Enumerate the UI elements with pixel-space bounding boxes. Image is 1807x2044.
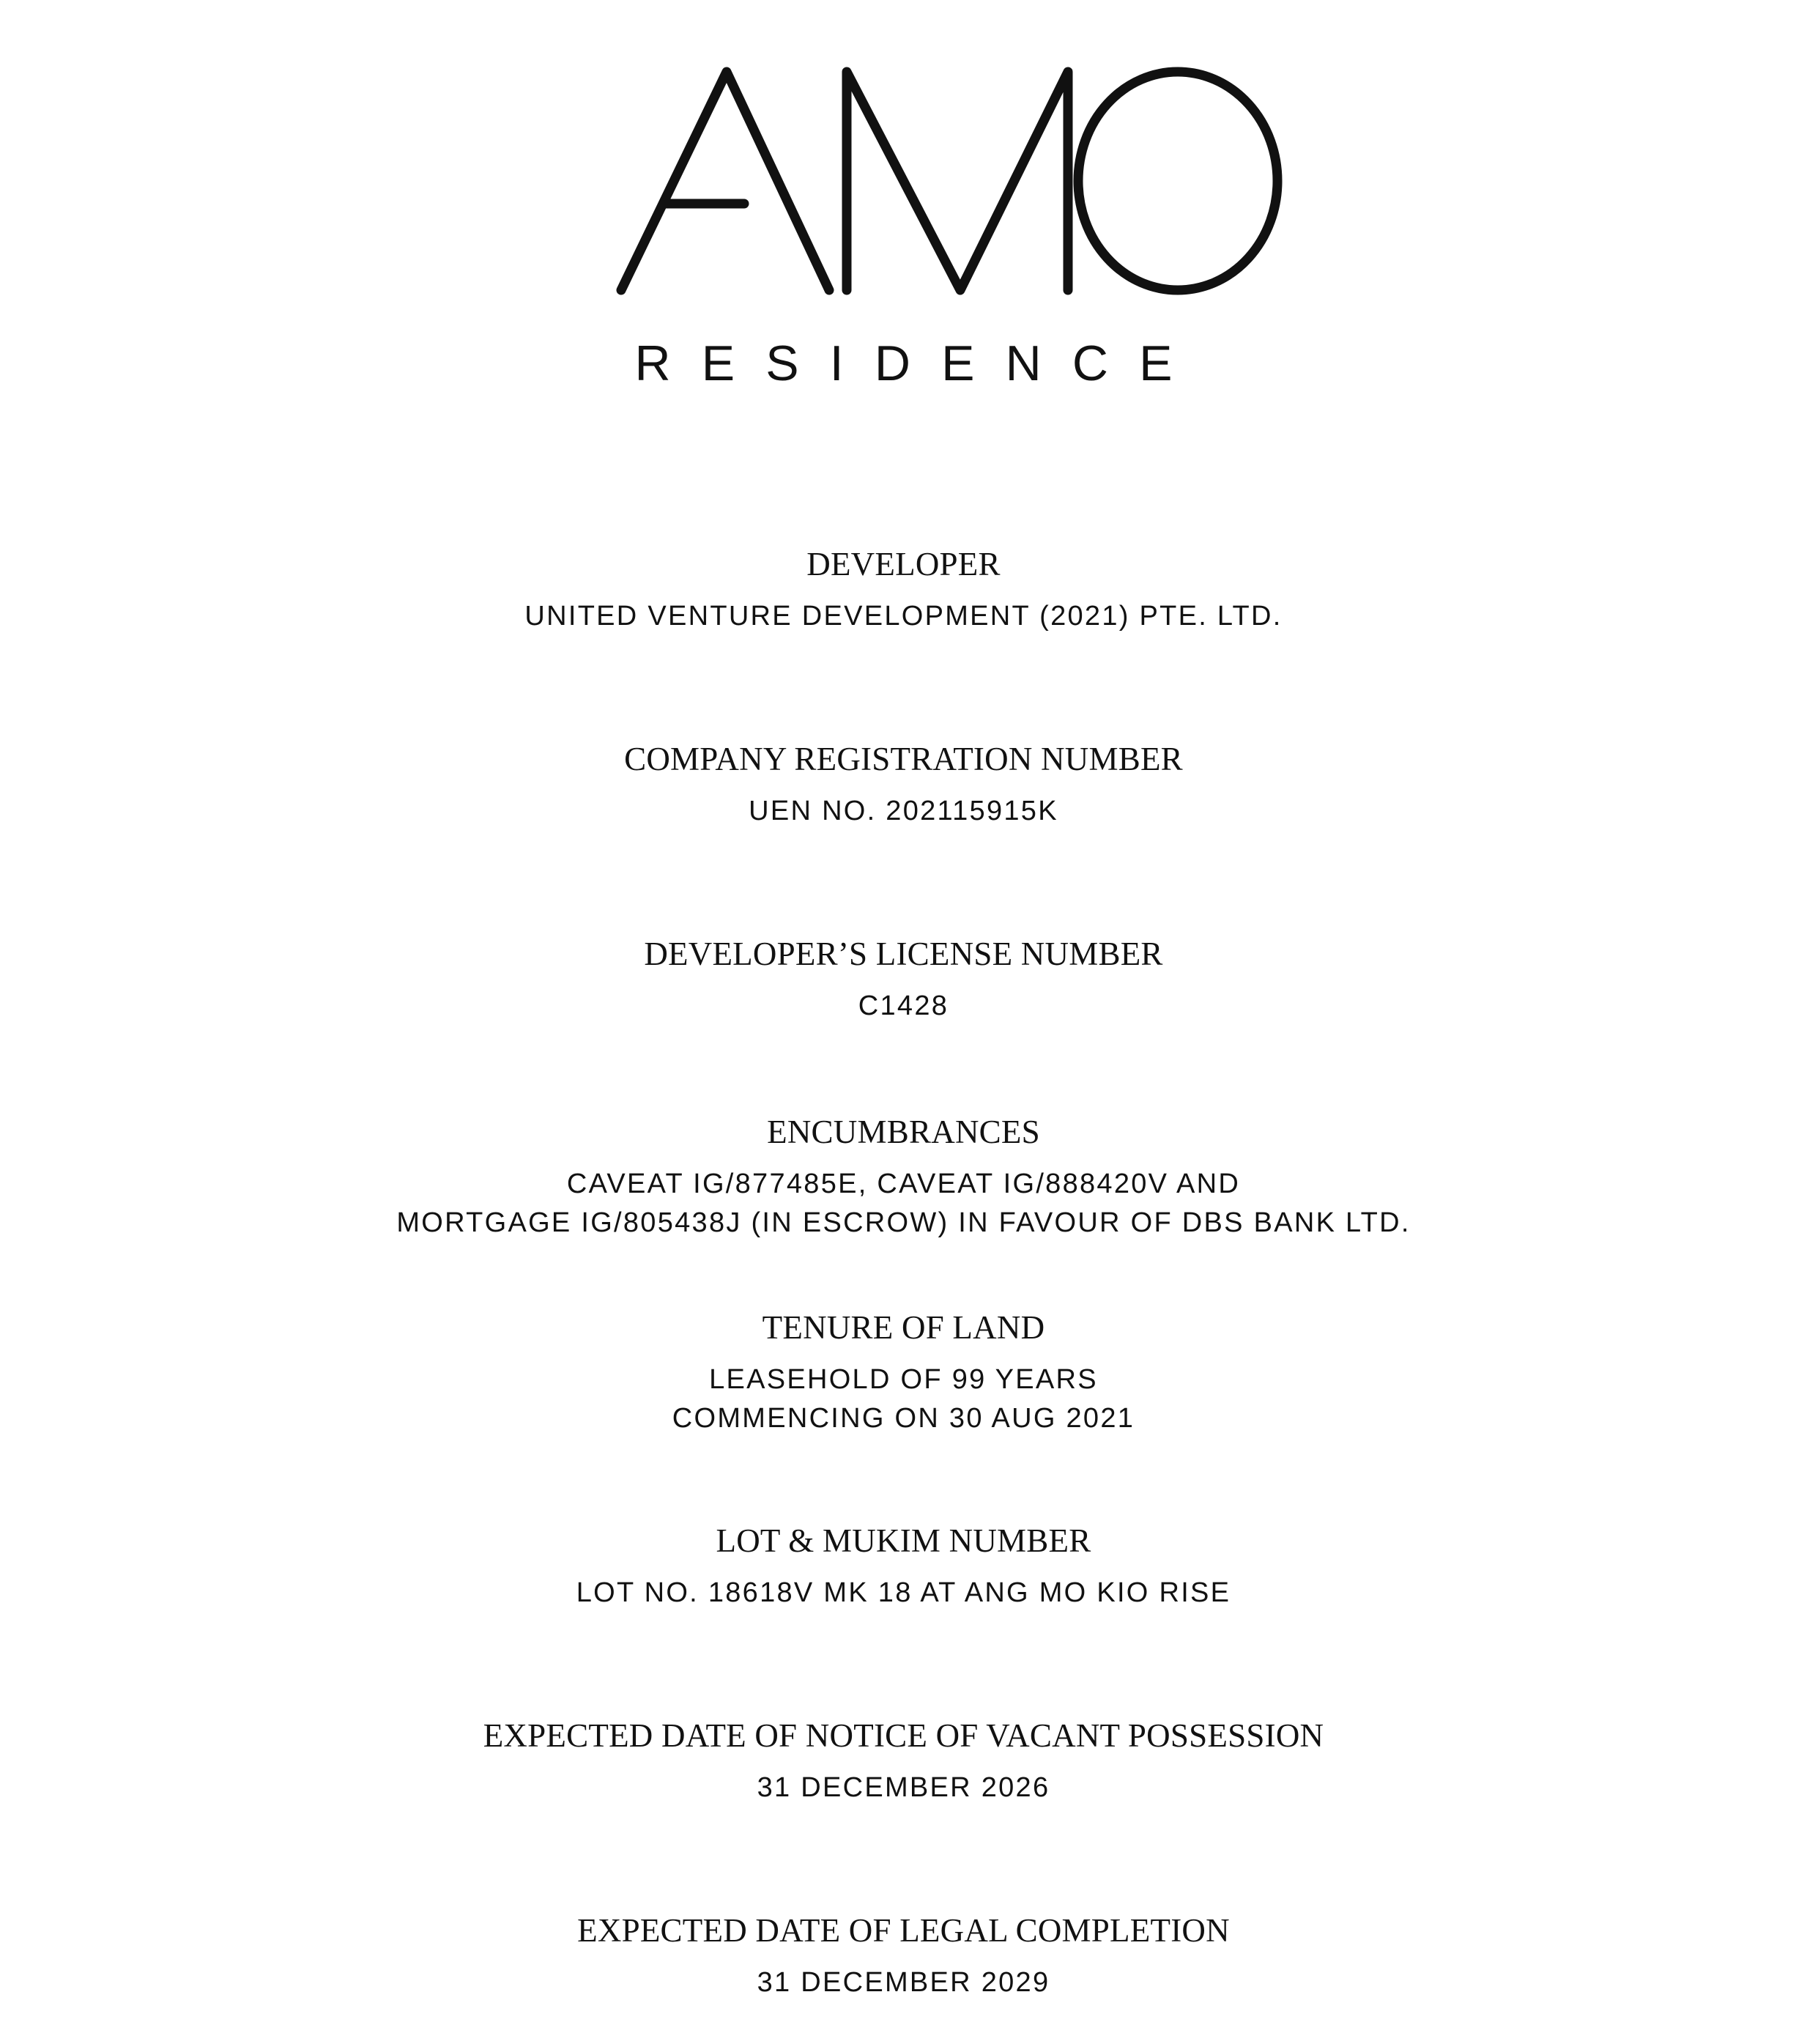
- logo-subtitle: RESIDENCE: [634, 336, 1203, 391]
- section-value: 31 DECEMBER 2026: [757, 1772, 1050, 1803]
- company-registration-section: [0, 743, 1807, 831]
- section-heading: DEVELOPER’S LICENSE NUMBER: [644, 936, 1163, 972]
- amo-residence-logo: [0, 0, 1807, 410]
- section-value: [0, 1165, 1807, 1243]
- section-heading: DEVELOPER: [806, 546, 1001, 582]
- section-value-line: COMMENCING ON 30 AUG 2021: [672, 1403, 1135, 1434]
- section-value: 31 DECEMBER 2029: [757, 1967, 1050, 1998]
- section-value: LOT NO. 18618V MK 18 AT ANG MO KIO RISE: [576, 1577, 1231, 1608]
- legal-completion-section: [0, 1914, 1807, 2002]
- section-value: [0, 1360, 1807, 1438]
- section-heading: ENCUMBRANCES: [767, 1114, 1040, 1150]
- encumbrances-section: [0, 1116, 1807, 1243]
- section-value: UNITED VENTURE DEVELOPMENT (2021) PTE. LTD.: [524, 601, 1283, 632]
- amo-logo-mark: [608, 64, 1289, 299]
- section-value-line: CAVEAT IG/877485E, CAVEAT IG/888420V AND: [566, 1169, 1241, 1199]
- section-value: C1428: [858, 990, 949, 1021]
- license-number-section: [0, 938, 1807, 1026]
- lot-mukim-section: [0, 1522, 1807, 1612]
- tenure-section: [0, 1311, 1807, 1438]
- developer-section: [0, 548, 1807, 636]
- section-heading: EXPECTED DATE OF NOTICE OF VACANT POSSESSION: [483, 1717, 1324, 1754]
- section-heading: EXPECTED DATE OF LEGAL COMPLETION: [577, 1912, 1230, 1949]
- vacant-possession-section: [0, 1719, 1807, 1807]
- section-value-line: MORTGAGE IG/805438J (IN ESCROW) IN FAVOUR OF DBS BANK LTD.: [396, 1207, 1411, 1238]
- section-value: UEN NO. 202115915K: [749, 796, 1058, 826]
- section-heading: COMPANY REGISTRATION NUMBER: [624, 741, 1183, 777]
- section-heading: LOT & MUKIM NUMBER: [716, 1522, 1091, 1559]
- section-heading: TENURE OF LAND: [762, 1309, 1045, 1346]
- section-value-line: LEASEHOLD OF 99 YEARS: [709, 1364, 1098, 1395]
